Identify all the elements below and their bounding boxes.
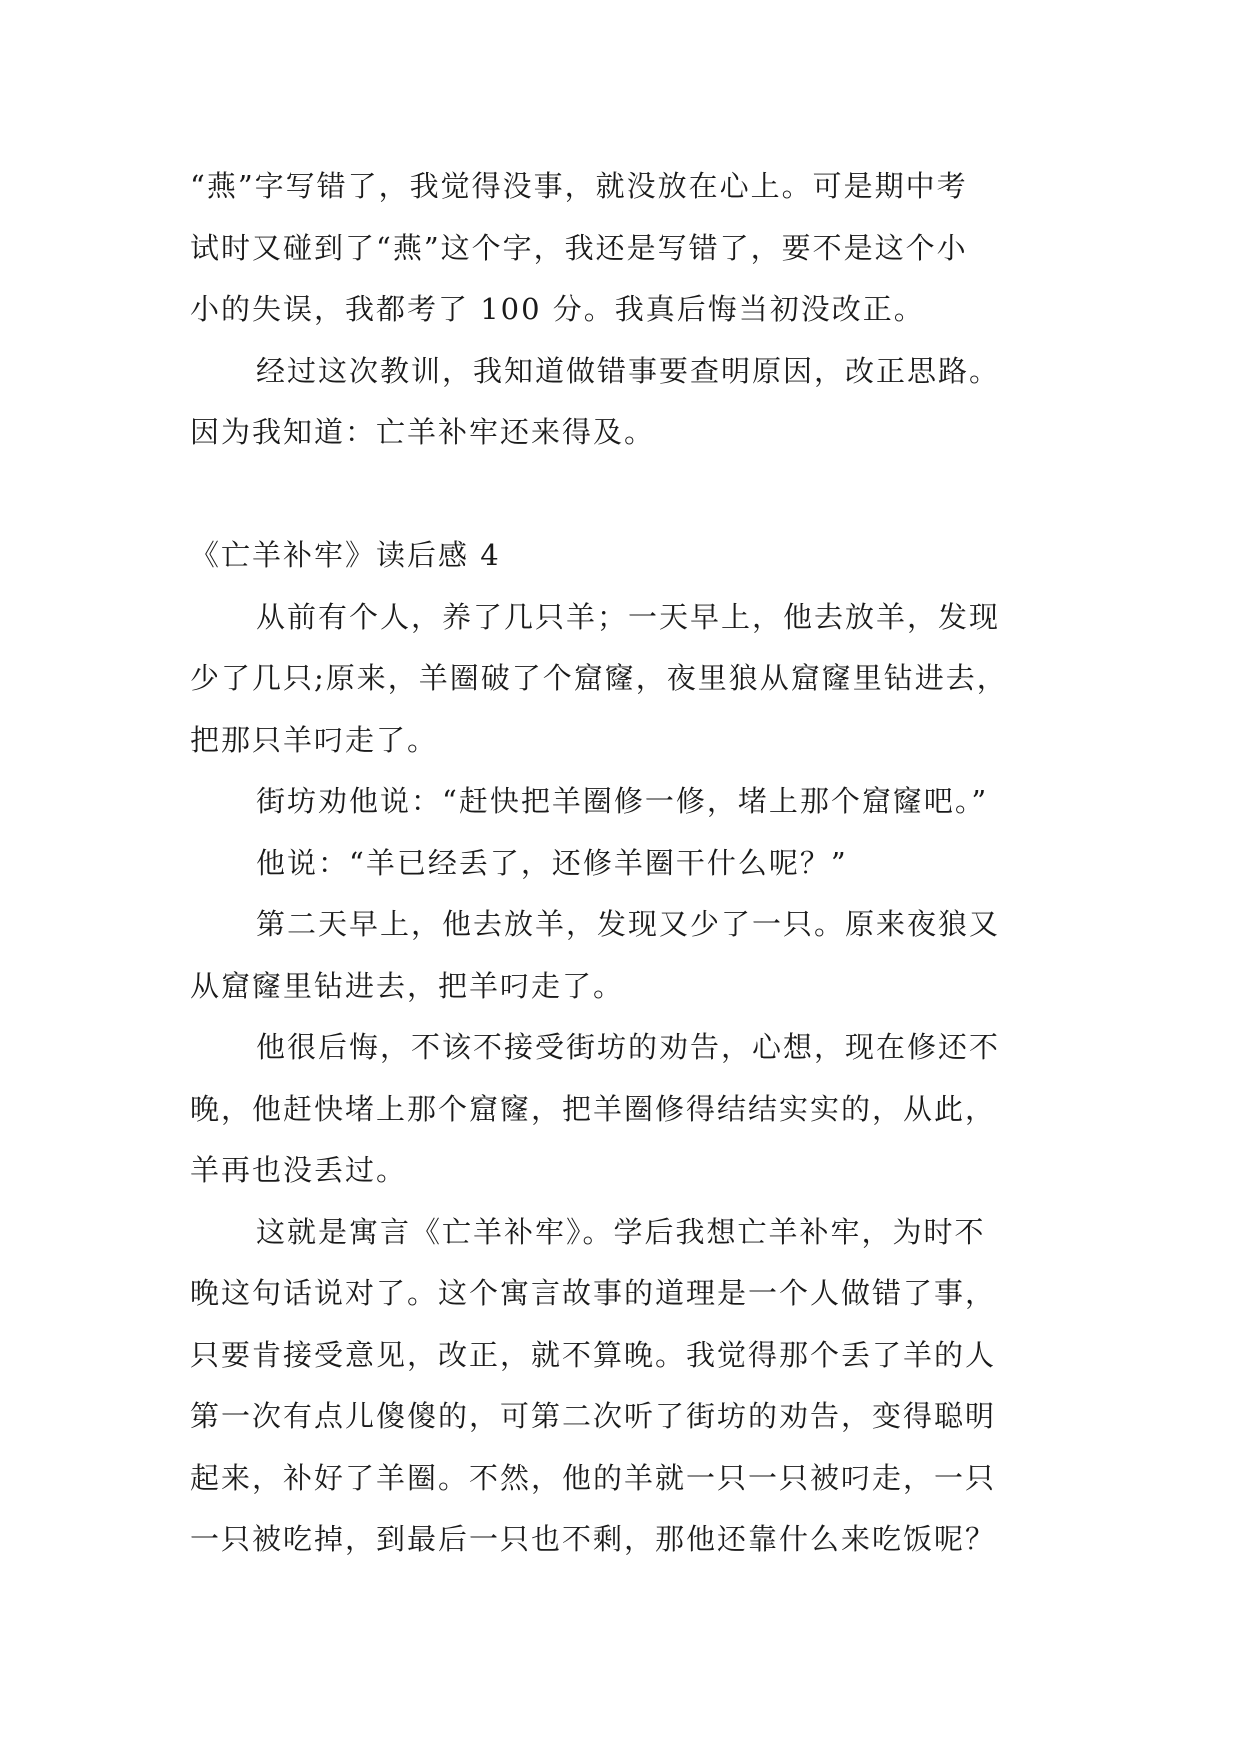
text-line: “燕”字写错了，我觉得没事，就没放在心上。可是期中考 — [190, 169, 968, 203]
text-line: 街坊劝他说：“赶快把羊圈修一修，堵上那个窟窿吧。” — [256, 784, 989, 818]
text-line: 小的失误，我都考了 100 分。我真后悔当初没改正。 — [190, 292, 925, 326]
document-page — [190, 156, 1072, 1571]
text-line: 羊再也没丢过。 — [190, 1153, 408, 1187]
section-title: 《亡羊补牢》读后感 4 — [190, 538, 501, 572]
text-line: 试时又碰到了“燕”这个字，我还是写错了，要不是这个小 — [190, 230, 968, 265]
text-line: 第二天早上，他去放羊，发现又少了一只。原来夜狼又 — [256, 907, 1001, 941]
text-line: 从窟窿里钻进去，把羊叼走了。 — [190, 968, 625, 1003]
text-line: 一只被吃掉，到最后一只也不剩，那他还靠什么来吃饭呢？ — [190, 1522, 997, 1556]
text-line: 起来，补好了羊圈。不然，他的羊就一只一只被叼走，一只 — [190, 1460, 997, 1495]
text-line: 因为我知道：亡羊补牢还来得及。 — [190, 415, 656, 449]
text-line: 把那只羊叼走了。 — [190, 722, 439, 757]
section-gap — [190, 464, 1072, 526]
text-line: 从前有个人，养了几只羊；一天早上，他去放羊，发现 — [256, 599, 1001, 634]
text-line: 他很后悔，不该不接受街坊的劝告，心想，现在修还不 — [256, 1030, 1001, 1064]
text-line: 经过这次教训，我知道做错事要查明原因，改正思路。 — [256, 353, 1001, 388]
text-line: 晚这句话说对了。这个寓言故事的道理是一个人做错了事， — [190, 1276, 997, 1310]
text-line: 第一次有点儿傻傻的，可第二次听了街坊的劝告，变得聪明 — [190, 1399, 997, 1433]
text-line: 这就是寓言《亡羊补牢》。学后我想亡羊补牢，为时不 — [256, 1214, 986, 1249]
text-line: 晚，他赶快堵上那个窟窿，把羊圈修得结结实实的，从此， — [190, 1091, 997, 1126]
text-line: 他说：“羊已经丢了，还修羊圈干什么呢？” — [256, 845, 848, 880]
text-line: 少了几只;原来，羊圈破了个窟窿，夜里狼从窟窿里钻进去， — [190, 661, 1008, 695]
text-line: 只要肯接受意见，改正，就不算晚。我觉得那个丢了羊的人 — [190, 1337, 997, 1372]
